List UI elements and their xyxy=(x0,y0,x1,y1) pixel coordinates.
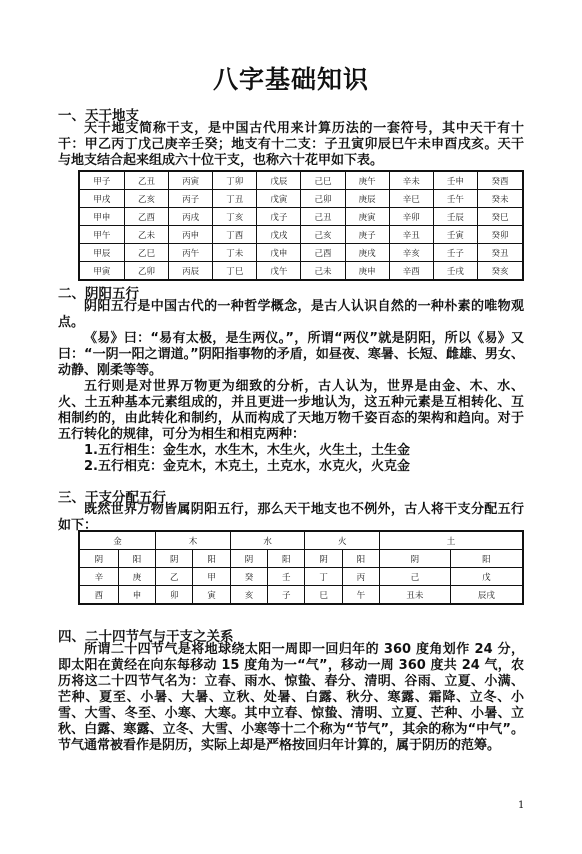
ganzhi-cell: 戊寅 xyxy=(257,190,301,208)
ganzhi-cell: 己未 xyxy=(301,262,345,281)
section-heading-ganzhi-wuxing: 三、干支分配五行 xyxy=(58,490,166,506)
ganzhi-cell: 庚子 xyxy=(345,226,389,244)
stems-cell: 丁 xyxy=(305,568,342,586)
element-header-cell: 木 xyxy=(156,531,231,550)
branches-cell: 亥 xyxy=(230,586,267,605)
branches-cell: 卯 xyxy=(156,586,193,605)
section4-paragraph: 所谓二十四节气是将地球绕太阳一周即一回归年的 360 度角划作 24 分，即太阳在黄经在向东每移动 15 度角为一“气”，移动一周 360 度共 24 气，农历将这二十四节气名为：立春、雨水、惊蛰、春分、清明、谷雨、立夏、小满、芒种、夏至、小暑、大暑、立秋、处暑、白露、秋分、寒露、霜降、立冬、小雪、大雪、冬至、小寒、大寒。其中立春、惊蛰、清明、立夏、芒种、小暑、立秋、白露、寒露、立冬、大雪、小寒等十二个称为“节气”，其余的称为“中气”。节气通常被看作是阴历，实际上却是严格按回归年计算的，属于阴历的范筹。 xyxy=(58,642,524,753)
ganzhi-cell: 辛巳 xyxy=(389,190,433,208)
ganzhi-cell: 戊戌 xyxy=(257,226,301,244)
ganzhi-cell: 庚午 xyxy=(345,171,389,190)
ganzhi-cell: 壬寅 xyxy=(433,226,477,244)
ganzhi-cell: 甲午 xyxy=(79,226,124,244)
branches-cell: 酉 xyxy=(79,586,118,605)
stems-cell: 壬 xyxy=(268,568,305,586)
ganzhi-cell: 乙亥 xyxy=(124,190,168,208)
ganzhi-cell: 乙卯 xyxy=(124,262,168,281)
yinyang-cell: 阳 xyxy=(450,550,523,568)
ganzhi-cell: 乙未 xyxy=(124,226,168,244)
element-header-cell: 土 xyxy=(380,531,523,550)
branches-cell: 丑未 xyxy=(380,586,451,605)
table-row xyxy=(79,190,523,208)
page-number: 1 xyxy=(518,800,525,811)
ganzhi-cell: 丙戌 xyxy=(169,208,213,226)
ganzhi-cell: 癸未 xyxy=(478,190,524,208)
ganzhi-cell: 丙午 xyxy=(169,244,213,262)
ganzhi-cell: 壬午 xyxy=(433,190,477,208)
stems-row xyxy=(79,568,523,586)
stems-cell: 戊 xyxy=(450,568,523,586)
ganzhi-cell: 己卯 xyxy=(301,190,345,208)
ganzhi-cell: 癸巳 xyxy=(478,208,524,226)
element-header-cell: 火 xyxy=(305,531,380,550)
ganzhi-cell: 庚寅 xyxy=(345,208,389,226)
stems-cell: 己 xyxy=(380,568,451,586)
branches-cell: 午 xyxy=(342,586,379,605)
ganzhi-cell: 甲申 xyxy=(79,208,124,226)
yinyang-cell: 阴 xyxy=(156,550,193,568)
ganzhi-cell: 庚申 xyxy=(345,262,389,281)
section-heading-jieqi: 四、二十四节气与干支之关系 xyxy=(58,629,234,645)
section3-paragraph: 既然世界万物皆属阴阳五行，那么天干地支也不例外，古人将干支分配五行如下： xyxy=(58,502,524,533)
ganzhi-cell: 壬申 xyxy=(433,171,477,190)
wuxing-sheng-item: 1.五行相生：金生水，水生木，木生火，火生土，土生金 xyxy=(84,443,410,458)
ganzhi-cell: 辛卯 xyxy=(389,208,433,226)
ganzhi-cell: 辛酉 xyxy=(389,262,433,281)
ganzhi-cell: 庚辰 xyxy=(345,190,389,208)
ganzhi-cell: 壬子 xyxy=(433,244,477,262)
ganzhi-cell: 丁卯 xyxy=(213,171,257,190)
branches-cell: 辰戌 xyxy=(450,586,523,605)
section-heading-yinyang-wuxing: 二、阴阳五行 xyxy=(58,286,139,302)
ganzhi-cell: 甲寅 xyxy=(79,262,124,281)
branches-cell: 寅 xyxy=(193,586,230,605)
branches-cell: 巳 xyxy=(305,586,342,605)
ganzhi-cell: 癸丑 xyxy=(478,244,524,262)
stems-cell: 辛 xyxy=(79,568,118,586)
yinyang-cell: 阴 xyxy=(380,550,451,568)
ganzhi-cell: 壬戌 xyxy=(433,262,477,281)
ganzhi-cell: 戊辰 xyxy=(257,171,301,190)
ganzhi-cell: 己亥 xyxy=(301,226,345,244)
ganzhi-cell: 丁巳 xyxy=(213,262,257,281)
table-row xyxy=(79,208,523,226)
ganzhi-cell: 己丑 xyxy=(301,208,345,226)
branches-cell: 子 xyxy=(268,586,305,605)
ganzhi-cell: 癸亥 xyxy=(478,262,524,281)
table-row xyxy=(79,171,523,190)
ganzhi-cell: 丁丑 xyxy=(213,190,257,208)
stems-cell: 丙 xyxy=(342,568,379,586)
ganzhi-cell: 己巳 xyxy=(301,171,345,190)
ganzhi-cell: 辛亥 xyxy=(389,244,433,262)
yinyang-cell: 阳 xyxy=(342,550,379,568)
section1-paragraph: 天干地支简称干支，是中国古代用来计算历法的一套符号，其中天干有十干：甲乙丙丁戊己庚辛壬癸；地支有十二支：子丑寅卯辰巳午未申酉戌亥。天干与地支结合起来组成六十位干支，也称六十花甲如下表。 xyxy=(58,121,524,168)
ganzhi-cell: 丙寅 xyxy=(169,171,213,190)
ganzhi-cell: 戊申 xyxy=(257,244,301,262)
ganzhi-cell: 乙丑 xyxy=(124,171,168,190)
element-header-cell: 金 xyxy=(79,531,156,550)
ganzhi-cell: 辛未 xyxy=(389,171,433,190)
yinyang-cell: 阳 xyxy=(118,550,155,568)
ganzhi-cell: 戊子 xyxy=(257,208,301,226)
element-header-row xyxy=(79,531,523,550)
yinyang-cell: 阳 xyxy=(193,550,230,568)
table-row xyxy=(79,226,523,244)
yinyang-cell: 阴 xyxy=(79,550,118,568)
stems-cell: 庚 xyxy=(118,568,155,586)
ganzhi-wuxing-table xyxy=(78,530,524,605)
ganzhi-cell: 丙申 xyxy=(169,226,213,244)
section2-paragraph-1: 阴阳五行是中国古代的一种哲学概念，是古人认识自然的一种朴素的唯物观点。 xyxy=(58,299,524,330)
sixty-jiazi-table xyxy=(78,170,524,281)
element-header-cell: 水 xyxy=(230,531,305,550)
yinyang-cell: 阴 xyxy=(305,550,342,568)
section2-paragraph-3: 五行则是对世界万物更为细致的分析，古人认为，世界是由金、木、水、火、土五种基本元素组成的，并且更进一步地认为，这五种元素是互相转化、互相制约的，由此转化和制约，从而构成了天地万物千姿百态的架构和趋向。对于五行转化的规律，可分为相生和相克两种： xyxy=(58,379,524,442)
ganzhi-cell: 庚戌 xyxy=(345,244,389,262)
stems-cell: 乙 xyxy=(156,568,193,586)
yinyang-row xyxy=(79,550,523,568)
section-heading-tiangan-dizhi: 一、天干地支 xyxy=(58,108,139,124)
ganzhi-cell: 甲子 xyxy=(79,171,124,190)
ganzhi-cell: 乙酉 xyxy=(124,208,168,226)
page-title: 八字基础知识 xyxy=(212,65,369,94)
ganzhi-cell: 丁亥 xyxy=(213,208,257,226)
ganzhi-cell: 丁酉 xyxy=(213,226,257,244)
ganzhi-cell: 甲辰 xyxy=(79,244,124,262)
yinyang-cell: 阴 xyxy=(230,550,267,568)
ganzhi-cell: 丙辰 xyxy=(169,262,213,281)
ganzhi-cell: 辛丑 xyxy=(389,226,433,244)
section2-paragraph-2: 《易》曰：“易有太极，是生两仪。”，所谓“两仪”就是阴阳，所以《易》又曰：“一阴一阳之谓道。”阴阳指事物的矛盾，如昼夜、寒暑、长短、雌雄、男女、动静、刚柔等等。 xyxy=(58,331,524,378)
ganzhi-cell: 己酉 xyxy=(301,244,345,262)
branches-cell: 申 xyxy=(118,586,155,605)
ganzhi-cell: 乙巳 xyxy=(124,244,168,262)
yinyang-cell: 阳 xyxy=(268,550,305,568)
ganzhi-cell: 戊午 xyxy=(257,262,301,281)
ganzhi-cell: 癸卯 xyxy=(478,226,524,244)
table-row xyxy=(79,244,523,262)
ganzhi-cell: 壬辰 xyxy=(433,208,477,226)
ganzhi-cell: 甲戌 xyxy=(79,190,124,208)
ganzhi-cell: 丙子 xyxy=(169,190,213,208)
branches-row xyxy=(79,586,523,605)
stems-cell: 甲 xyxy=(193,568,230,586)
ganzhi-cell: 癸酉 xyxy=(478,171,524,190)
ganzhi-cell: 丁未 xyxy=(213,244,257,262)
wuxing-ke-item: 2.五行相克：金克木，木克土，土克水，水克火，火克金 xyxy=(84,459,410,474)
stems-cell: 癸 xyxy=(230,568,267,586)
table-row xyxy=(79,262,523,281)
